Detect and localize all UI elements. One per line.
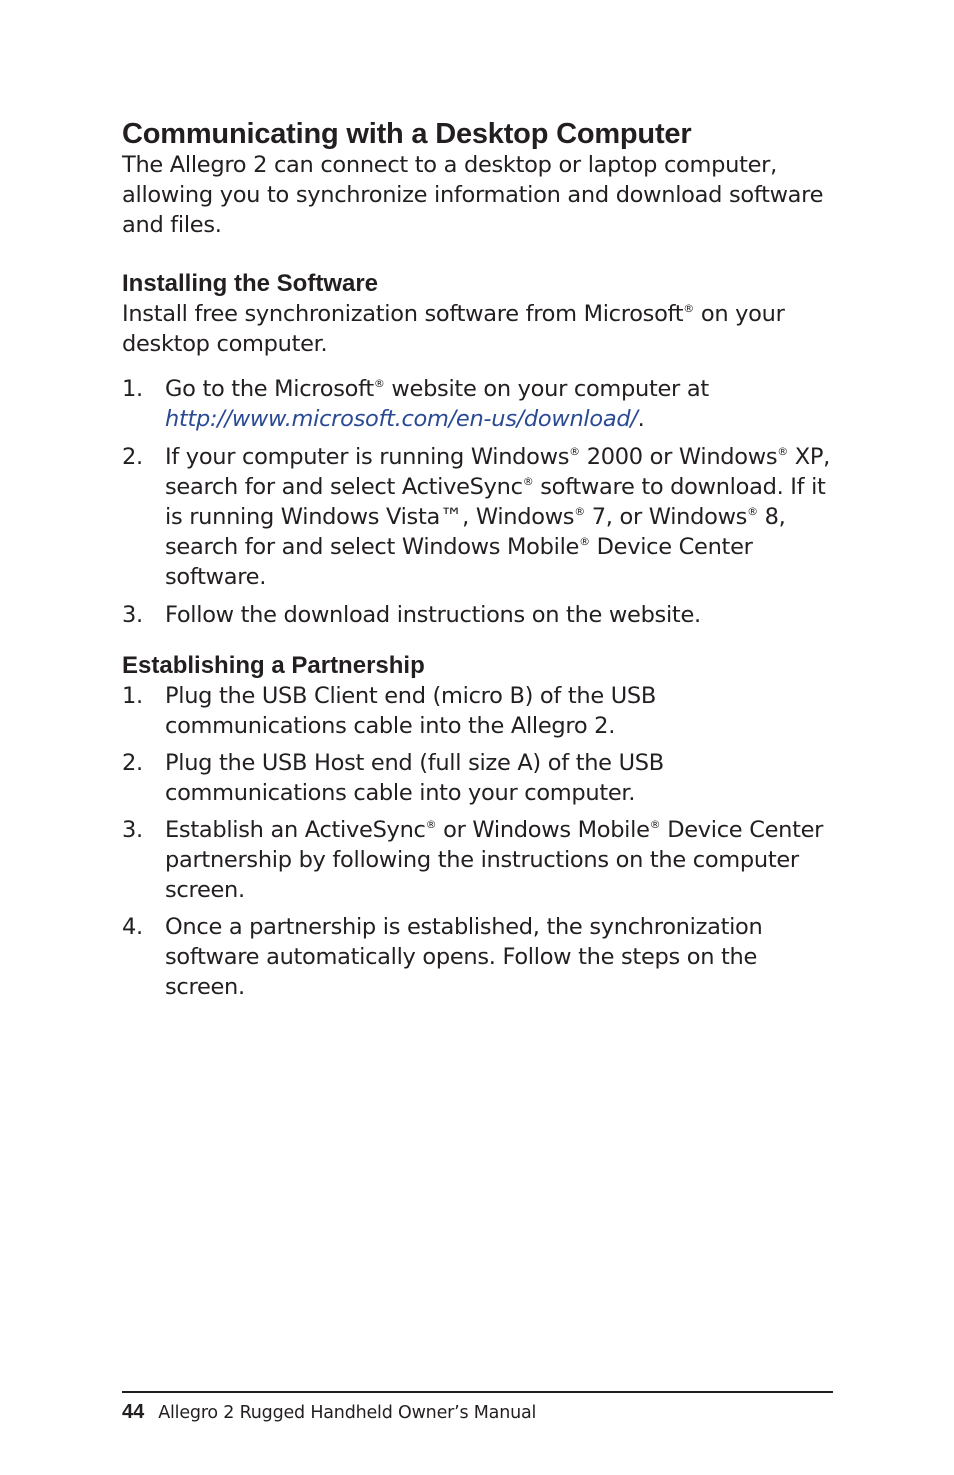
section-establishing-partnership — [122, 651, 834, 1002]
list-item: 3. Establish an ActiveSync® or Windows Mobile® Device Center partnership by following the instructions on the computer screen. — [122, 817, 824, 903]
page-footer — [122, 1400, 536, 1425]
footer-divider — [122, 1391, 833, 1393]
section-heading-installing: Installing the Software — [122, 270, 379, 297]
list-item: 2. If your computer is running Windows® 2000 or Windows® XP, search for and select ActiveSync® software to download. If it is running Windows Vista™, Windows® 7, or Windows® 8, search for and select Windows Mobile® Device Center software. — [122, 444, 831, 590]
manual-title: Allegro 2 Rugged Handheld Owner’s Manual — [158, 1403, 537, 1423]
section-heading-partnership: Establishing a Partnership — [122, 652, 425, 679]
list-item: 3. Follow the download instructions on the website. — [122, 602, 701, 628]
section-installing-software — [122, 269, 834, 630]
partnership-steps-list — [122, 681, 834, 1002]
list-item: 4. Once a partnership is established, the synchronization software automatically opens. Follow the steps on the screen. — [122, 914, 763, 1000]
page-title: Communicating with a Desktop Computer — [122, 118, 692, 150]
list-item: 1. Plug the USB Client end (micro B) of the USB communications cable into the Allegro 2. — [122, 683, 657, 739]
intro-paragraph: The Allegro 2 can connect to a desktop or laptop computer, allowing you to synchronize information and download software and files. — [122, 152, 824, 238]
list-item: 2. Plug the USB Host end (full size A) of the USB communications cable into your computer. — [122, 750, 664, 806]
list-item: 1. Go to the Microsoft® website on your computer at http://www.microsoft.com/en-us/download/. — [122, 376, 709, 432]
install-steps-list — [122, 374, 834, 630]
install-description: Install free synchronization software from Microsoft® on your desktop computer. — [122, 301, 785, 357]
page-number: 44 — [122, 1401, 145, 1423]
microsoft-download-link[interactable]: http://www.microsoft.com/en-us/download/ — [165, 406, 638, 432]
